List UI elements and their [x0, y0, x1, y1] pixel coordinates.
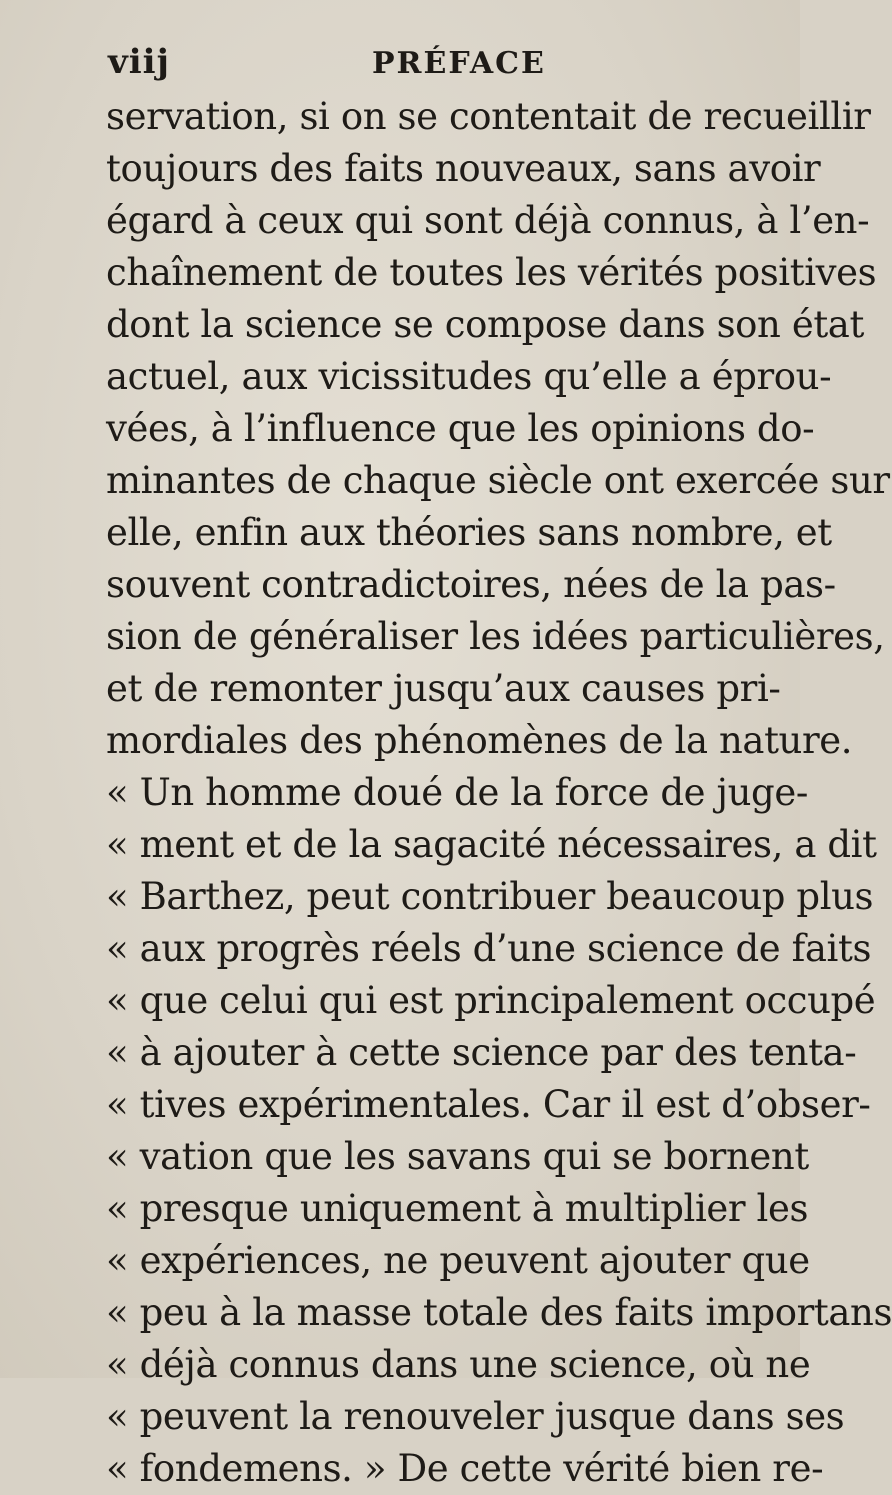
quoted-line: « ment et de la sagacité nécessaires, a dit [106, 823, 877, 866]
quoted-line: « tives expérimentales. Car il est d’obser- [106, 1083, 871, 1126]
text-line: elle, enfin aux théories sans nombre, et [106, 511, 832, 554]
text-line: minantes de chaque siècle ont exercée sur [106, 459, 890, 502]
quoted-line: « presque uniquement à multiplier les [106, 1187, 809, 1230]
page-header [108, 42, 748, 92]
quoted-line: « Un homme doué de la force de juge- [106, 771, 808, 814]
page-number: viij [108, 42, 170, 82]
text-line: et de remonter jusqu’aux causes pri- [106, 667, 781, 710]
text-line: mordiales des phénomènes de la nature. [106, 719, 853, 762]
quoted-line: « fondemens. » De cette vérité bien re- [106, 1447, 824, 1490]
text-line: dont la science se compose dans son état [106, 303, 864, 346]
quoted-line: « expériences, ne peuvent ajouter que [106, 1239, 810, 1282]
text-line: toujours des faits nouveaux, sans avoir [106, 147, 821, 190]
running-head: PRÉFACE [372, 46, 546, 81]
text-line: vées, à l’influence que les opinions do- [106, 407, 815, 450]
quoted-line: « que celui qui est principalement occupé [106, 979, 876, 1022]
text-line: actuel, aux vicissitudes qu’elle a éprou- [106, 355, 832, 398]
quoted-line: « aux progrès réels d’une science de faits [106, 927, 872, 970]
quoted-line: « Barthez, peut contribuer beaucoup plus [106, 875, 874, 918]
text-line: sion de généraliser les idées particulières, [106, 615, 885, 658]
quoted-line: « peu à la masse totale des faits importans [106, 1291, 892, 1334]
quoted-line: « peuvent la renouveler jusque dans ses [106, 1395, 845, 1438]
text-line: souvent contradictoires, nées de la pas- [106, 563, 836, 606]
text-line: chaînement de toutes les vérités positives [106, 251, 877, 294]
text-line: égard à ceux qui sont déjà connus, à l’en- [106, 199, 870, 242]
quoted-line: « vation que les savans qui se bornent [106, 1135, 809, 1178]
quoted-line: « à ajouter à cette science par des tenta- [106, 1031, 857, 1074]
quoted-line: « déjà connus dans une science, où ne [106, 1343, 811, 1386]
text-line: servation, si on se contentait de recueillir [106, 95, 871, 138]
body-text [106, 91, 892, 1495]
